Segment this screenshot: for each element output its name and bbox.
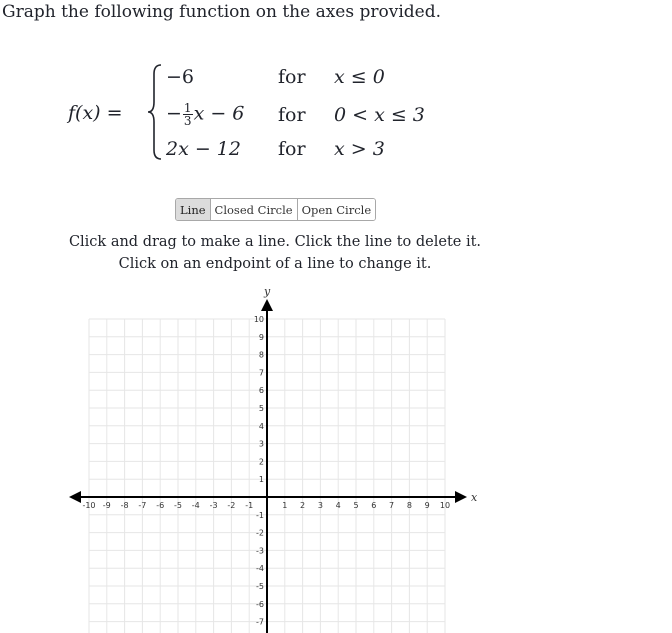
y-tick-label: -2 <box>256 528 264 538</box>
x-tick-label: -8 <box>120 501 129 510</box>
x-tick-label: -6 <box>156 501 165 510</box>
x-tick-label: -7 <box>138 501 147 510</box>
piece-2-for: for <box>278 104 306 126</box>
piece-2-frac-den: 3 <box>183 114 192 128</box>
x-axis-left-arrow <box>69 491 81 503</box>
piece-3-expr: 2x − 12 <box>166 138 241 160</box>
y-tick-label: 10 <box>253 315 264 324</box>
formula-lhs: f(x) = <box>68 102 123 124</box>
x-tick-label: 9 <box>424 501 430 510</box>
x-tick-label: 4 <box>335 501 341 510</box>
x-tick-label: -10 <box>82 501 96 510</box>
y-tick-label: 4 <box>258 421 264 431</box>
y-tick-label: 7 <box>258 368 264 378</box>
y-tick-label: -5 <box>256 582 264 591</box>
x-tick-label: 3 <box>317 501 323 510</box>
x-tick-label: 8 <box>406 501 412 510</box>
y-tick-label: 1 <box>258 475 264 485</box>
x-tick-label: 6 <box>371 501 377 510</box>
x-tick-label: -2 <box>227 501 236 510</box>
x-tick-label: 1 <box>282 501 288 510</box>
y-tick-label: 6 <box>258 386 264 396</box>
open-circle-tool-button[interactable]: Open Circle <box>297 199 376 220</box>
y-tick-label: -6 <box>256 599 264 609</box>
question-text: Graph the following function on the axes provided. <box>2 2 442 22</box>
piece-2-frac-num: 1 <box>183 101 192 115</box>
y-tick-label: 3 <box>258 439 264 449</box>
piece-1-for: for <box>278 66 306 88</box>
x-tick-label: -9 <box>102 501 111 510</box>
line-tool-button[interactable]: Line <box>176 199 210 220</box>
y-tick-label: 9 <box>258 332 264 342</box>
piece-1-expr: −6 <box>166 66 195 88</box>
x-tick-label: -4 <box>191 501 200 510</box>
piece-2-suffix: x − 6 <box>193 102 245 125</box>
x-tick-label: 10 <box>439 501 451 510</box>
x-tick-label: 5 <box>353 501 359 510</box>
x-tick-label: 7 <box>389 501 395 510</box>
y-tick-label: -1 <box>256 510 264 520</box>
y-tick-label: -3 <box>256 546 264 556</box>
y-tick-label: 5 <box>258 404 264 413</box>
y-tick-label: 8 <box>258 350 264 360</box>
piece-1-condition: x ≤ 0 <box>334 66 385 88</box>
x-tick-label: -3 <box>209 501 218 510</box>
y-tick-label: -4 <box>256 564 264 574</box>
y-tick-label: 2 <box>258 457 264 467</box>
x-tick-label: -5 <box>174 501 182 510</box>
y-axis-up-arrow <box>261 299 273 311</box>
y-tick-label: -7 <box>256 617 264 627</box>
closed-circle-tool-button[interactable]: Closed Circle <box>210 199 297 220</box>
instruction-line-1: Click and drag to make a line. Click the line to delete it. <box>68 234 482 250</box>
piece-2-condition: 0 < x ≤ 3 <box>334 104 425 126</box>
y-axis-label: y <box>264 285 271 298</box>
x-axis-label: x <box>471 491 478 504</box>
piece-3-for: for <box>278 138 306 160</box>
piece-3-condition: x > 3 <box>334 138 385 160</box>
x-tick-label: -1 <box>245 501 254 510</box>
x-tick-label: 2 <box>300 501 306 510</box>
x-axis-right-arrow <box>455 491 467 503</box>
instruction-line-2: Click on an endpoint of a line to change it. <box>118 256 432 272</box>
piece-2-prefix: − <box>166 102 182 125</box>
